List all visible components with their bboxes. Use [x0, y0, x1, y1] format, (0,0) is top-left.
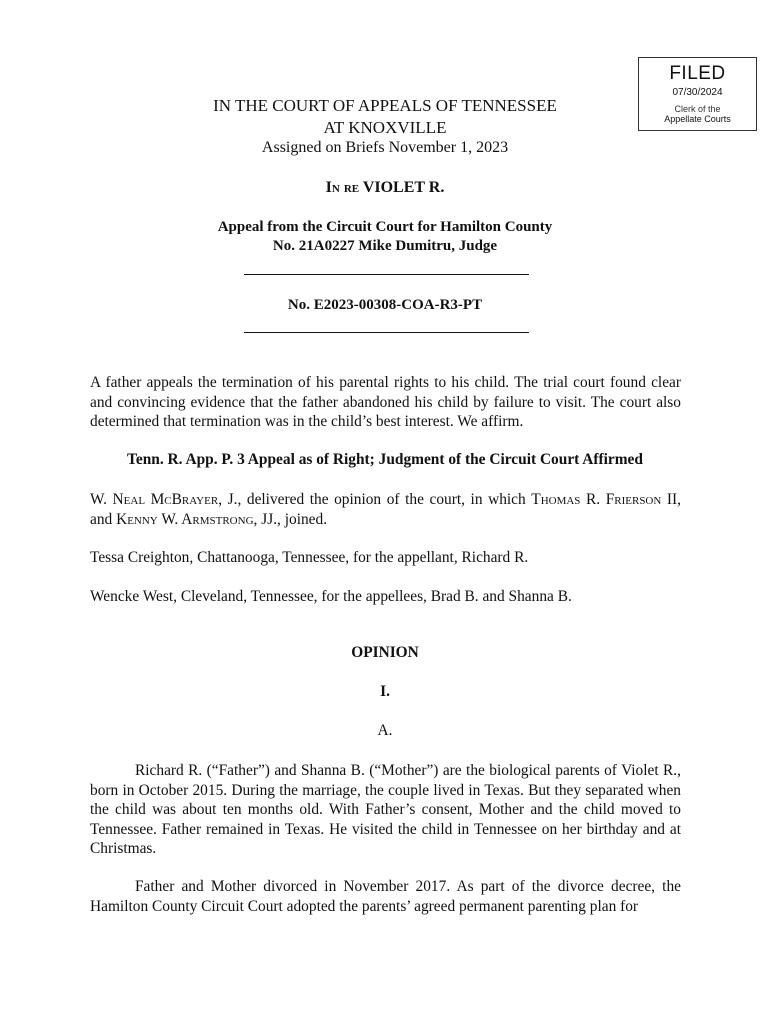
judge-armstrong: Kenny W. Armstrong — [116, 510, 254, 528]
clerk-label: Clerk of the — [674, 104, 721, 114]
subsection-heading: A. — [377, 722, 393, 739]
case-title-name: VIOLET R. — [362, 179, 445, 196]
counsel-appellees: Wencke West, Cleveland, Tennessee, for the appellees, Brad B. and Shanna B. — [90, 588, 572, 605]
opinion-heading: OPINION — [351, 644, 419, 661]
case-title-prefix: In re — [325, 179, 360, 196]
divider-top — [244, 274, 529, 275]
summary-paragraph: A father appeals the termination of his parental rights to his child. The trial court found clear and convincing evidence that the father abandoned his child by failure to visit. The court also determined that termination was in the child’s best interest. We affirm. — [90, 374, 681, 430]
trial-docket-judge: No. 21A0227 Mike Dumitru, Judge — [272, 238, 498, 254]
divider-bottom — [244, 332, 529, 333]
authorship-text-2: II, and — [90, 491, 682, 528]
section-heading: I. — [380, 683, 390, 700]
counsel-appellant: Tessa Creighton, Chattanooga, Tennessee, for the appellant, Richard R. — [90, 549, 529, 566]
case-title — [0, 179, 770, 197]
court-location: AT KNOXVILLE — [323, 118, 447, 137]
opinion-paragraph-1: Richard R. (“Father”) and Shanna B. (“Mother”) are the biological parents of Violet R., born in October 2015. During the marriage, the couple lived in Texas. But they separated when the child was about ten months old. With Father’s consent, Mother and the child moved to Tennessee. Father remained in Texas. He visited the child in Tennessee on her birthday and at Christmas. — [90, 762, 681, 857]
court-name: IN THE COURT OF APPEALS OF TENNESSEE — [213, 96, 557, 115]
opinion-paragraph-2: Father and Mother divorced in November 2017. As part of the divorce decree, the Hamilton County Circuit Court adopted the parents’ agreed permanent parenting plan for — [90, 878, 681, 915]
authorship — [90, 490, 681, 529]
appellate-docket: No. E2023-00308-COA-R3-PT — [287, 297, 483, 313]
assigned-date: Assigned on Briefs November 1, 2023 — [261, 139, 509, 156]
authorship-text-3: , JJ., joined. — [253, 510, 328, 528]
filed-label: FILED — [669, 63, 726, 84]
disposition: Tenn. R. App. P. 3 Appeal as of Right; Judgment of the Circuit Court Affirmed — [127, 451, 643, 468]
filed-date: 07/30/2024 — [672, 87, 723, 98]
appeal-origin: Appeal from the Circuit Court for Hamilton County — [217, 219, 553, 235]
authorship-text-1: , J., delivered the opinion of the court, in which — [218, 491, 532, 508]
judge-frierson: Thomas R. Frierson — [531, 491, 662, 508]
courts-label: Appellate Courts — [664, 114, 731, 124]
author-judge: W. Neal McBrayer — [90, 491, 219, 508]
